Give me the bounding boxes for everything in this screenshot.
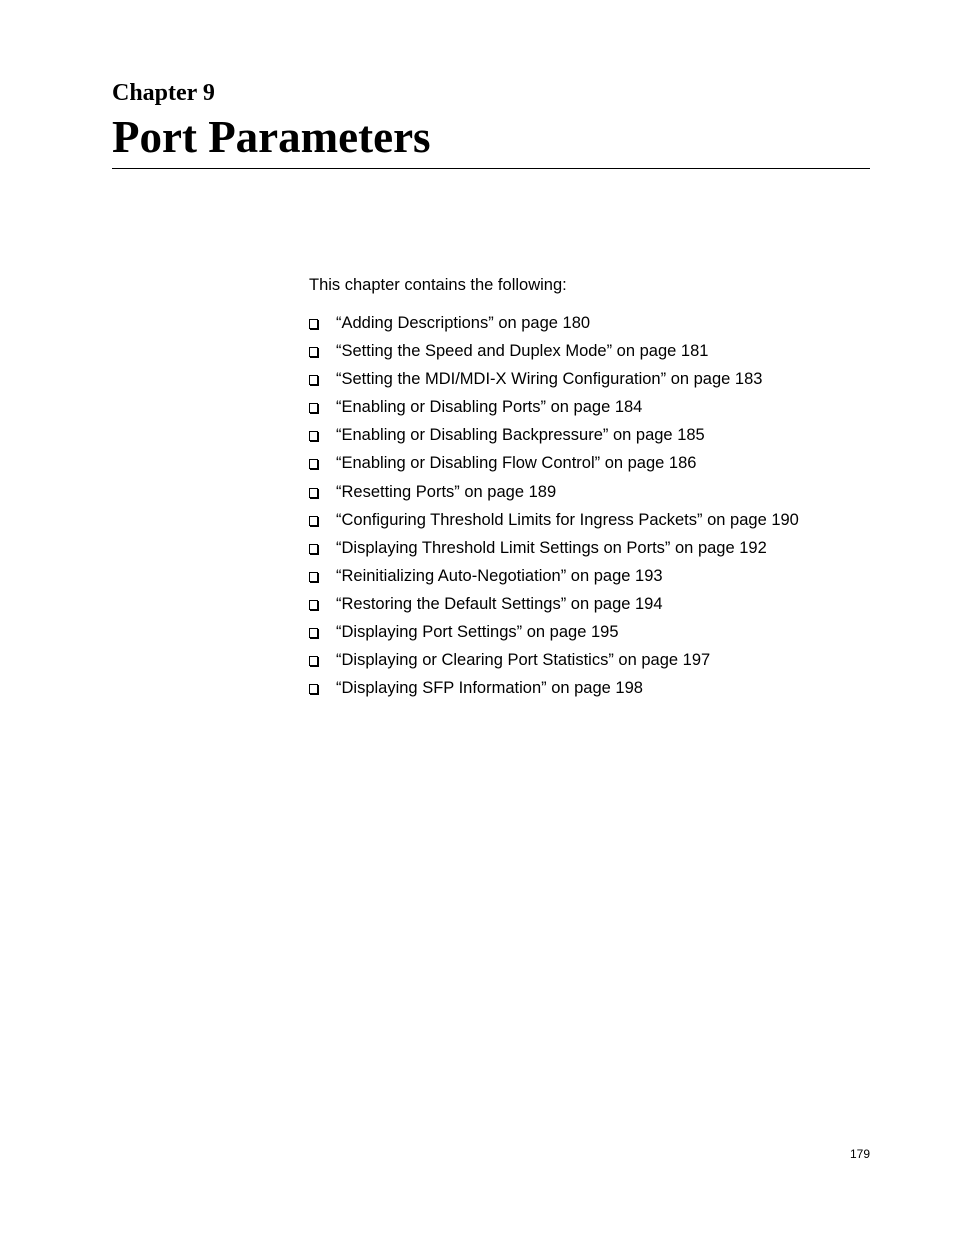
ballot-box-icon [309,656,318,666]
ballot-box-icon [309,628,318,638]
ballot-box-icon [309,347,318,357]
ballot-box-icon [309,600,318,610]
ballot-box-icon [309,572,318,582]
toc-item-text: “Resetting Ports” on page 189 [336,482,557,501]
toc-item-text: “Displaying Threshold Limit Settings on Ports” on page 192 [336,538,767,557]
toc-list [309,312,799,705]
ballot-box-icon [309,684,318,694]
intro-text: This chapter contains the following: [309,276,567,294]
ballot-box-icon [309,516,318,526]
toc-item-text: “Displaying or Clearing Port Statistics” on page 197 [336,651,711,670]
ballot-box-icon [309,488,318,498]
toc-item-text: “Enabling or Disabling Ports” on page 184 [336,398,643,417]
ballot-box-icon [309,375,318,385]
toc-item[interactable] [309,340,799,368]
toc-item[interactable] [309,481,799,509]
toc-item[interactable] [309,565,799,593]
toc-item-text: “Restoring the Default Settings” on page 194 [336,594,663,613]
toc-item-text: “Displaying SFP Information” on page 198 [336,679,643,698]
page-number: 179 [849,1147,870,1161]
chapter-title: Port Parameters [112,112,431,162]
toc-item-text: “Enabling or Disabling Flow Control” on page 186 [336,454,697,473]
toc-item[interactable] [309,677,799,705]
ballot-box-icon [309,431,318,441]
toc-item[interactable] [309,312,799,340]
ballot-box-icon [309,319,318,329]
toc-item[interactable] [309,396,799,424]
toc-item-text: “Configuring Threshold Limits for Ingress Packets” on page 190 [336,510,799,529]
toc-item[interactable] [309,509,799,537]
toc-item-text: “Enabling or Disabling Backpressure” on page 185 [336,426,705,445]
toc-item[interactable] [309,452,799,480]
toc-item[interactable] [309,621,799,649]
ballot-box-icon [309,403,318,413]
toc-item[interactable] [309,424,799,452]
chapter-label: Chapter 9 [112,80,215,106]
toc-item-text: “Adding Descriptions” on page 180 [336,314,591,332]
toc-item[interactable] [309,593,799,621]
toc-item[interactable] [309,649,799,677]
toc-item-text: “Setting the Speed and Duplex Mode” on page 181 [336,342,709,361]
toc-item-text: “Reinitializing Auto-Negotiation” on page 193 [336,566,663,585]
toc-item-text: “Displaying Port Settings” on page 195 [336,623,619,642]
title-divider [112,168,870,169]
ballot-box-icon [309,544,318,554]
toc-item-text: “Setting the MDI/MDI-X Wiring Configuration” on page 183 [336,370,763,389]
toc-item[interactable] [309,368,799,396]
ballot-box-icon [309,459,318,469]
toc-item[interactable] [309,537,799,565]
